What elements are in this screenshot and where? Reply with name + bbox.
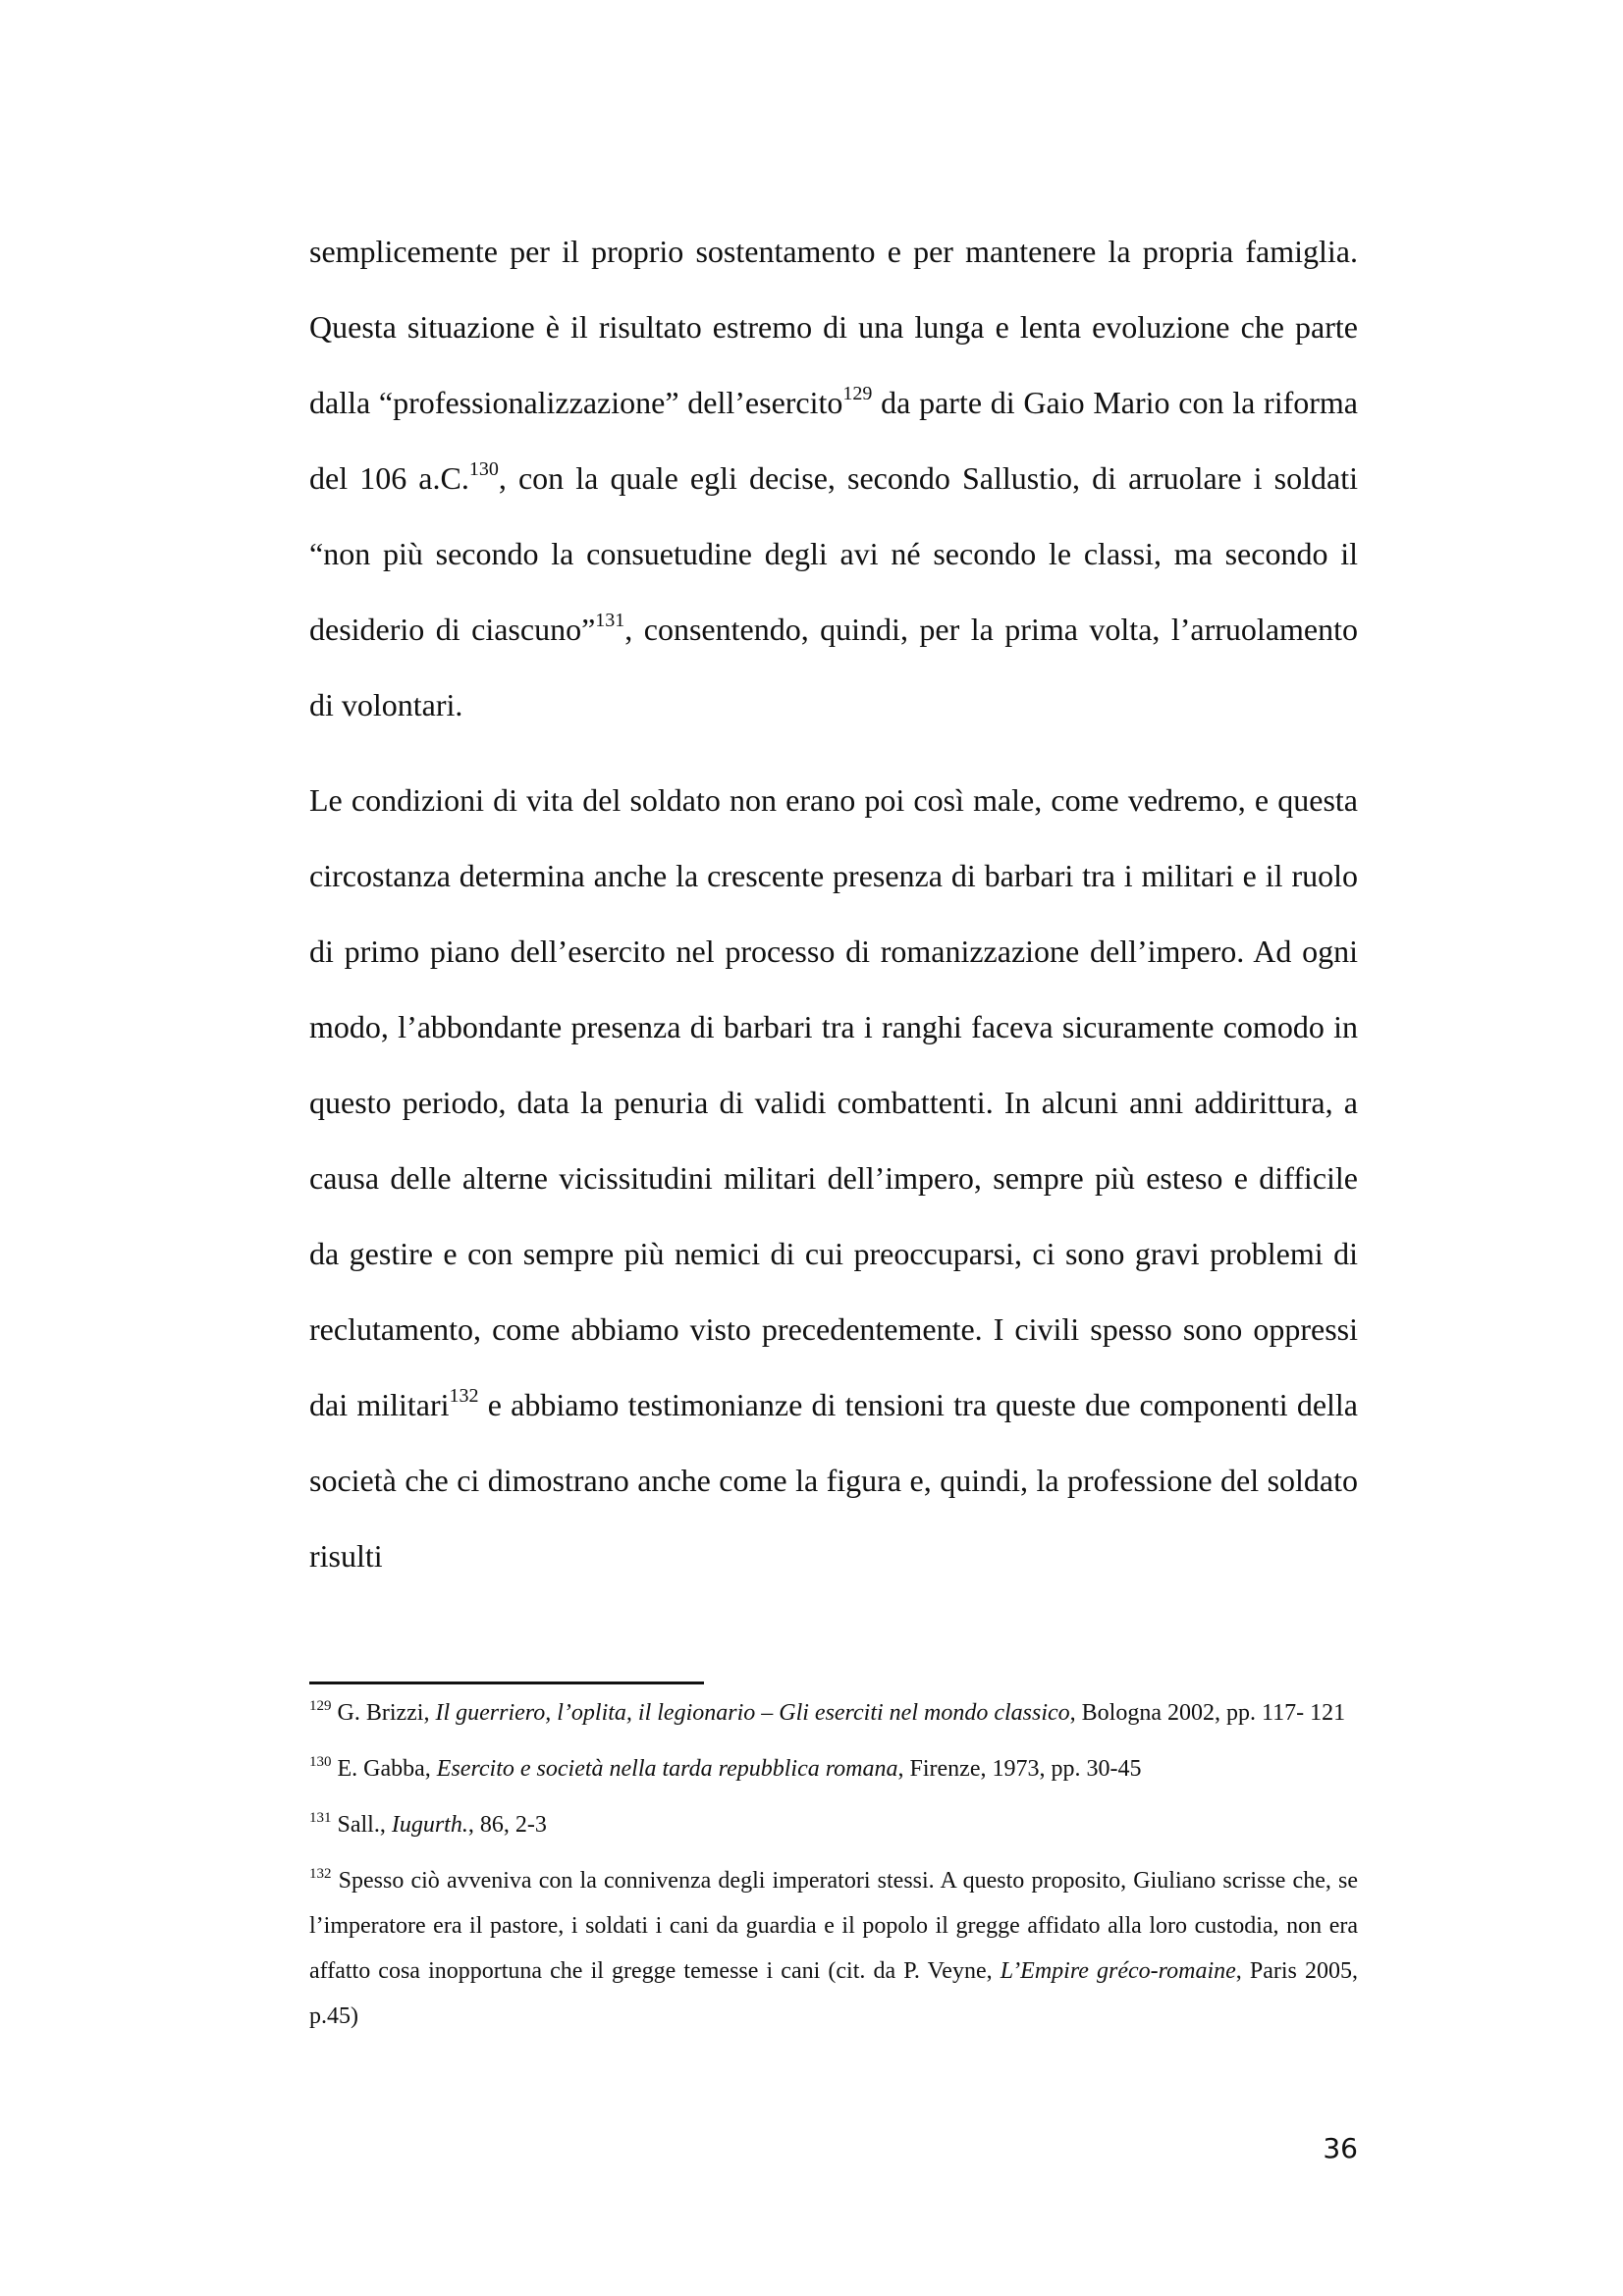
italic-title: L’Empire gréco-romaine xyxy=(1000,1958,1236,1984)
footnote-ref: 132 xyxy=(309,1866,332,1882)
page-number: 36 xyxy=(1323,2132,1358,2164)
text-run: e abbiamo testimonianze di tensioni tra queste due componenti della società che ci dimostrano anche come la figura e, quindi, la professione del soldato risulti xyxy=(309,1387,1358,1574)
text-run: , Firenze, 1973, pp. 30-45 xyxy=(897,1756,1142,1782)
footnote-separator xyxy=(309,1682,704,1684)
footnote xyxy=(309,1690,1358,1735)
paragraph xyxy=(309,214,1358,743)
footnote-ref: 132 xyxy=(449,1385,479,1407)
footnote-ref: 129 xyxy=(842,383,873,404)
footnote-ref: 131 xyxy=(309,1810,332,1826)
footnote-ref: 130 xyxy=(468,458,499,480)
footnote xyxy=(309,1802,1358,1847)
text-run: , Paris 2005, p.45) xyxy=(309,1958,1358,2029)
text-run: , con la quale egli decise, secondo Sallustio, di arruolare i soldati “non più secondo la consuetudine degli avi né secondo le classi, ma secondo il desiderio di ciascuno” xyxy=(309,460,1359,647)
footnote-ref: 129 xyxy=(309,1698,332,1714)
text-run: da parte di Gaio Mario con la riforma del 106 a.C. xyxy=(309,385,1359,496)
body-text xyxy=(309,214,1358,1594)
footnote xyxy=(309,1858,1358,2039)
text-run: Sall., xyxy=(331,1812,392,1838)
text-run: E. Gabba, xyxy=(331,1756,437,1782)
text-run: , 86, 2-3 xyxy=(467,1812,547,1838)
paragraph xyxy=(309,763,1358,1594)
footnote-ref: 131 xyxy=(595,610,625,631)
italic-title: Esercito e società nella tarda repubblica romana xyxy=(436,1756,898,1782)
footnotes xyxy=(309,1690,1358,2050)
text-run: Spesso ciò avveniva con la connivenza degli imperatori stessi. A questo proposito, Giuliano scrisse che, se l’imperatore era il pastore, i soldati i cani da guardia e il popolo il gregge affidato alla loro custodia, non era affatto cosa inopportuna che il gregge temesse i cani (cit. da P. Veyne, xyxy=(309,1868,1358,1984)
text-run: Le condizioni di vita del soldato non erano poi così male, come vedremo, e questa circostanza determina anche la crescente presenza di barbari tra i militari e il ruolo di primo piano dell’esercito nel processo di romanizzazione dell’impero. Ad ogni modo, l’abbondante presenza di barbari tra i ranghi faceva sicuramente comodo in questo periodo, data la penuria di validi combattenti. In alcuni anni addirittura, a causa delle alterne vicissitudini militari dell’impero, sempre più esteso e difficile da gestire e con sempre più nemici di cui preoccuparsi, ci sono gravi problemi di reclutamento, come abbiamo visto precedentemente. I civili spesso sono oppressi dai militari xyxy=(309,782,1358,1422)
footnote-ref: 130 xyxy=(309,1754,332,1770)
text-run: , Bologna 2002, pp. 117- 121 xyxy=(1069,1700,1346,1726)
text-run: , consentendo, quindi, per la prima volta, l’arruolamento di volontari. xyxy=(309,612,1359,722)
italic-title: Iugurth. xyxy=(391,1812,468,1838)
text-run: semplicemente per il proprio sostentamento e per mantenere la propria famiglia. Questa situazione è il risultato estremo di una lunga e lenta evoluzione che parte dalla “professionalizzazione” dell’esercito xyxy=(309,234,1358,420)
italic-title: Il guerriero, l’oplita, il legionario – Gli eserciti nel mondo classico xyxy=(435,1700,1070,1726)
text-run: G. Brizzi, xyxy=(331,1700,436,1726)
footnote xyxy=(309,1746,1358,1791)
